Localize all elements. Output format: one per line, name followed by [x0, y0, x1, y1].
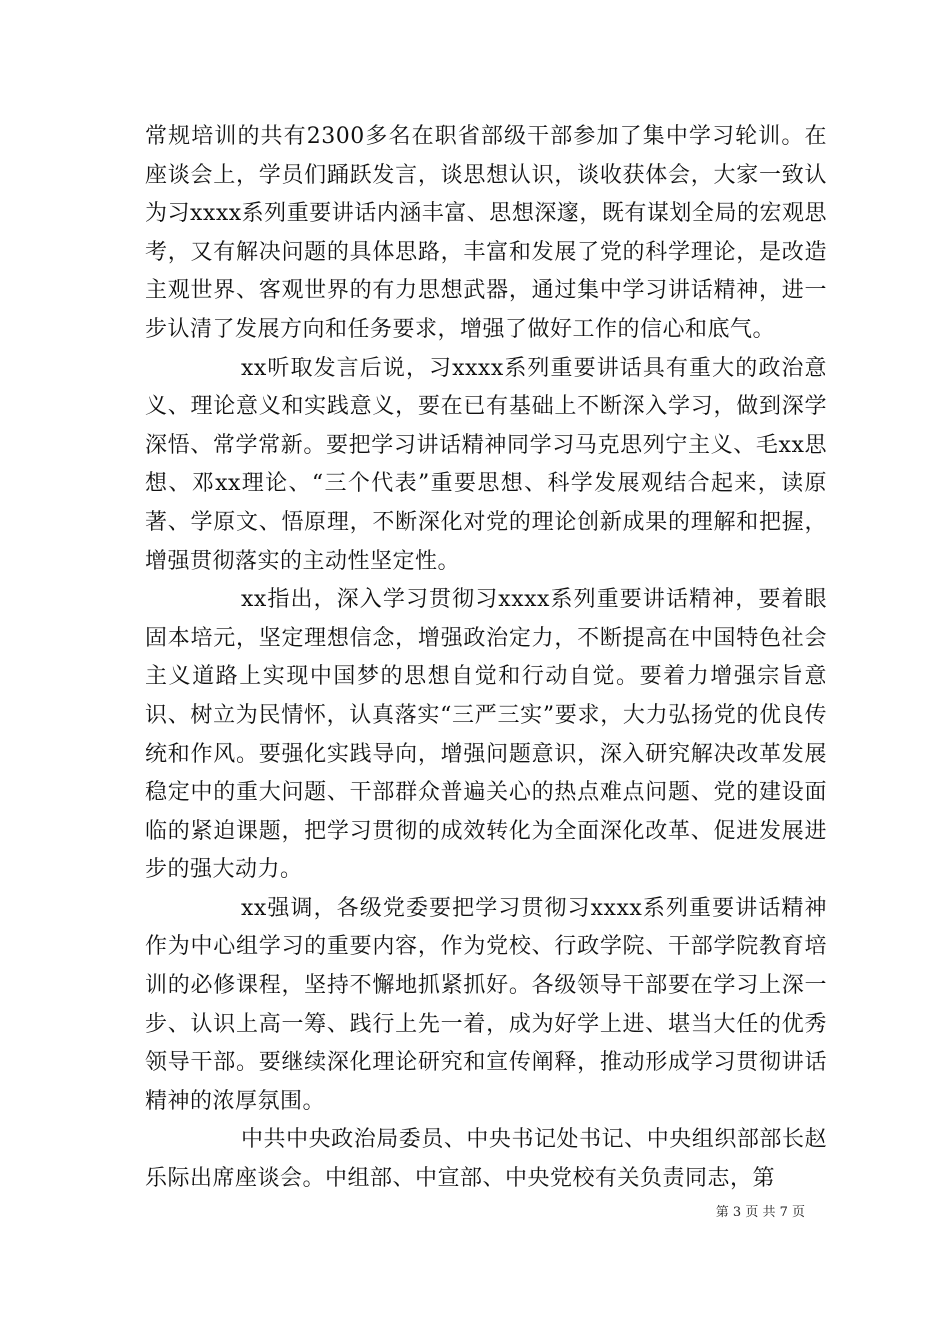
paragraph-5: 中共中央政治局委员、中央书记处书记、中央组织部部长赵乐际出席座谈会。中组部、中宣部、中央党校有关负责同志，第	[145, 1127, 827, 1192]
page-number-footer: 第 3 页 共 7 页	[715, 1205, 805, 1220]
paragraph-3: xx指出，深入学习贯彻习xxxx系列重要讲话精神，要着眼固本培元，坚定理想信念，增强政治定力，不断提高在中国特色社会主义道路上实现中国梦的思想自觉和行动自觉。要着力增强宗旨意识、树立为民情怀，认真落实“三严三实”要求，大力弘扬党的优良传统和作风。要强化实践导向，增强问题意识，深入研究解决改革发展稳定中的重大问题、干部群众普遍关心的热点难点问题、党的建设面临的紧迫课题，把学习贯彻的成效转化为全面深化改革、促进发展进步的强大动力。	[145, 587, 827, 883]
paragraph-4: xx强调，各级党委要把学习贯彻习xxxx系列重要讲话精神作为中心组学习的重要内容，作为党校、行政学院、干部学院教育培训的必修课程，坚持不懈地抓紧抓好。各级领导干部要在学习上深一步、认识上高一筹、践行上先一着，成为好学上进、堪当大任的优秀领导干部。要继续深化理论研究和宣传阐释，推动形成学习贯彻讲话精神的浓厚氛围。	[145, 895, 827, 1114]
paragraph-2: xx听取发言后说，习xxxx系列重要讲话具有重大的政治意义、理论意义和实践意义，要在已有基础上不断深入学习，做到深学深悟、常学常新。要把学习讲话精神同学习马克思列宁主义、毛xx思想、邓xx理论、“三个代表”重要思想、科学发展观结合起来，读原著、学原文、悟原理，不断深化对党的理论创新成果的理解和把握，增强贯彻落实的主动性坚定性。	[145, 355, 827, 574]
paragraph-1: 常规培训的共有2300多名在职省部级干部参加了集中学习轮训。在座谈会上，学员们踊跃发言，谈思想认识，谈收获体会，大家一致认为习xxxx系列重要讲话内涵丰富、思想深邃，既有谋划全局的宏观思考，又有解决问题的具体思路，丰富和发展了党的科学理论，是改造主观世界、客观世界的有力思想武器，通过集中学习讲话精神，进一步认清了发展方向和任务要求，增强了做好工作的信心和底气。	[145, 124, 827, 342]
document-body	[145, 118, 827, 1199]
